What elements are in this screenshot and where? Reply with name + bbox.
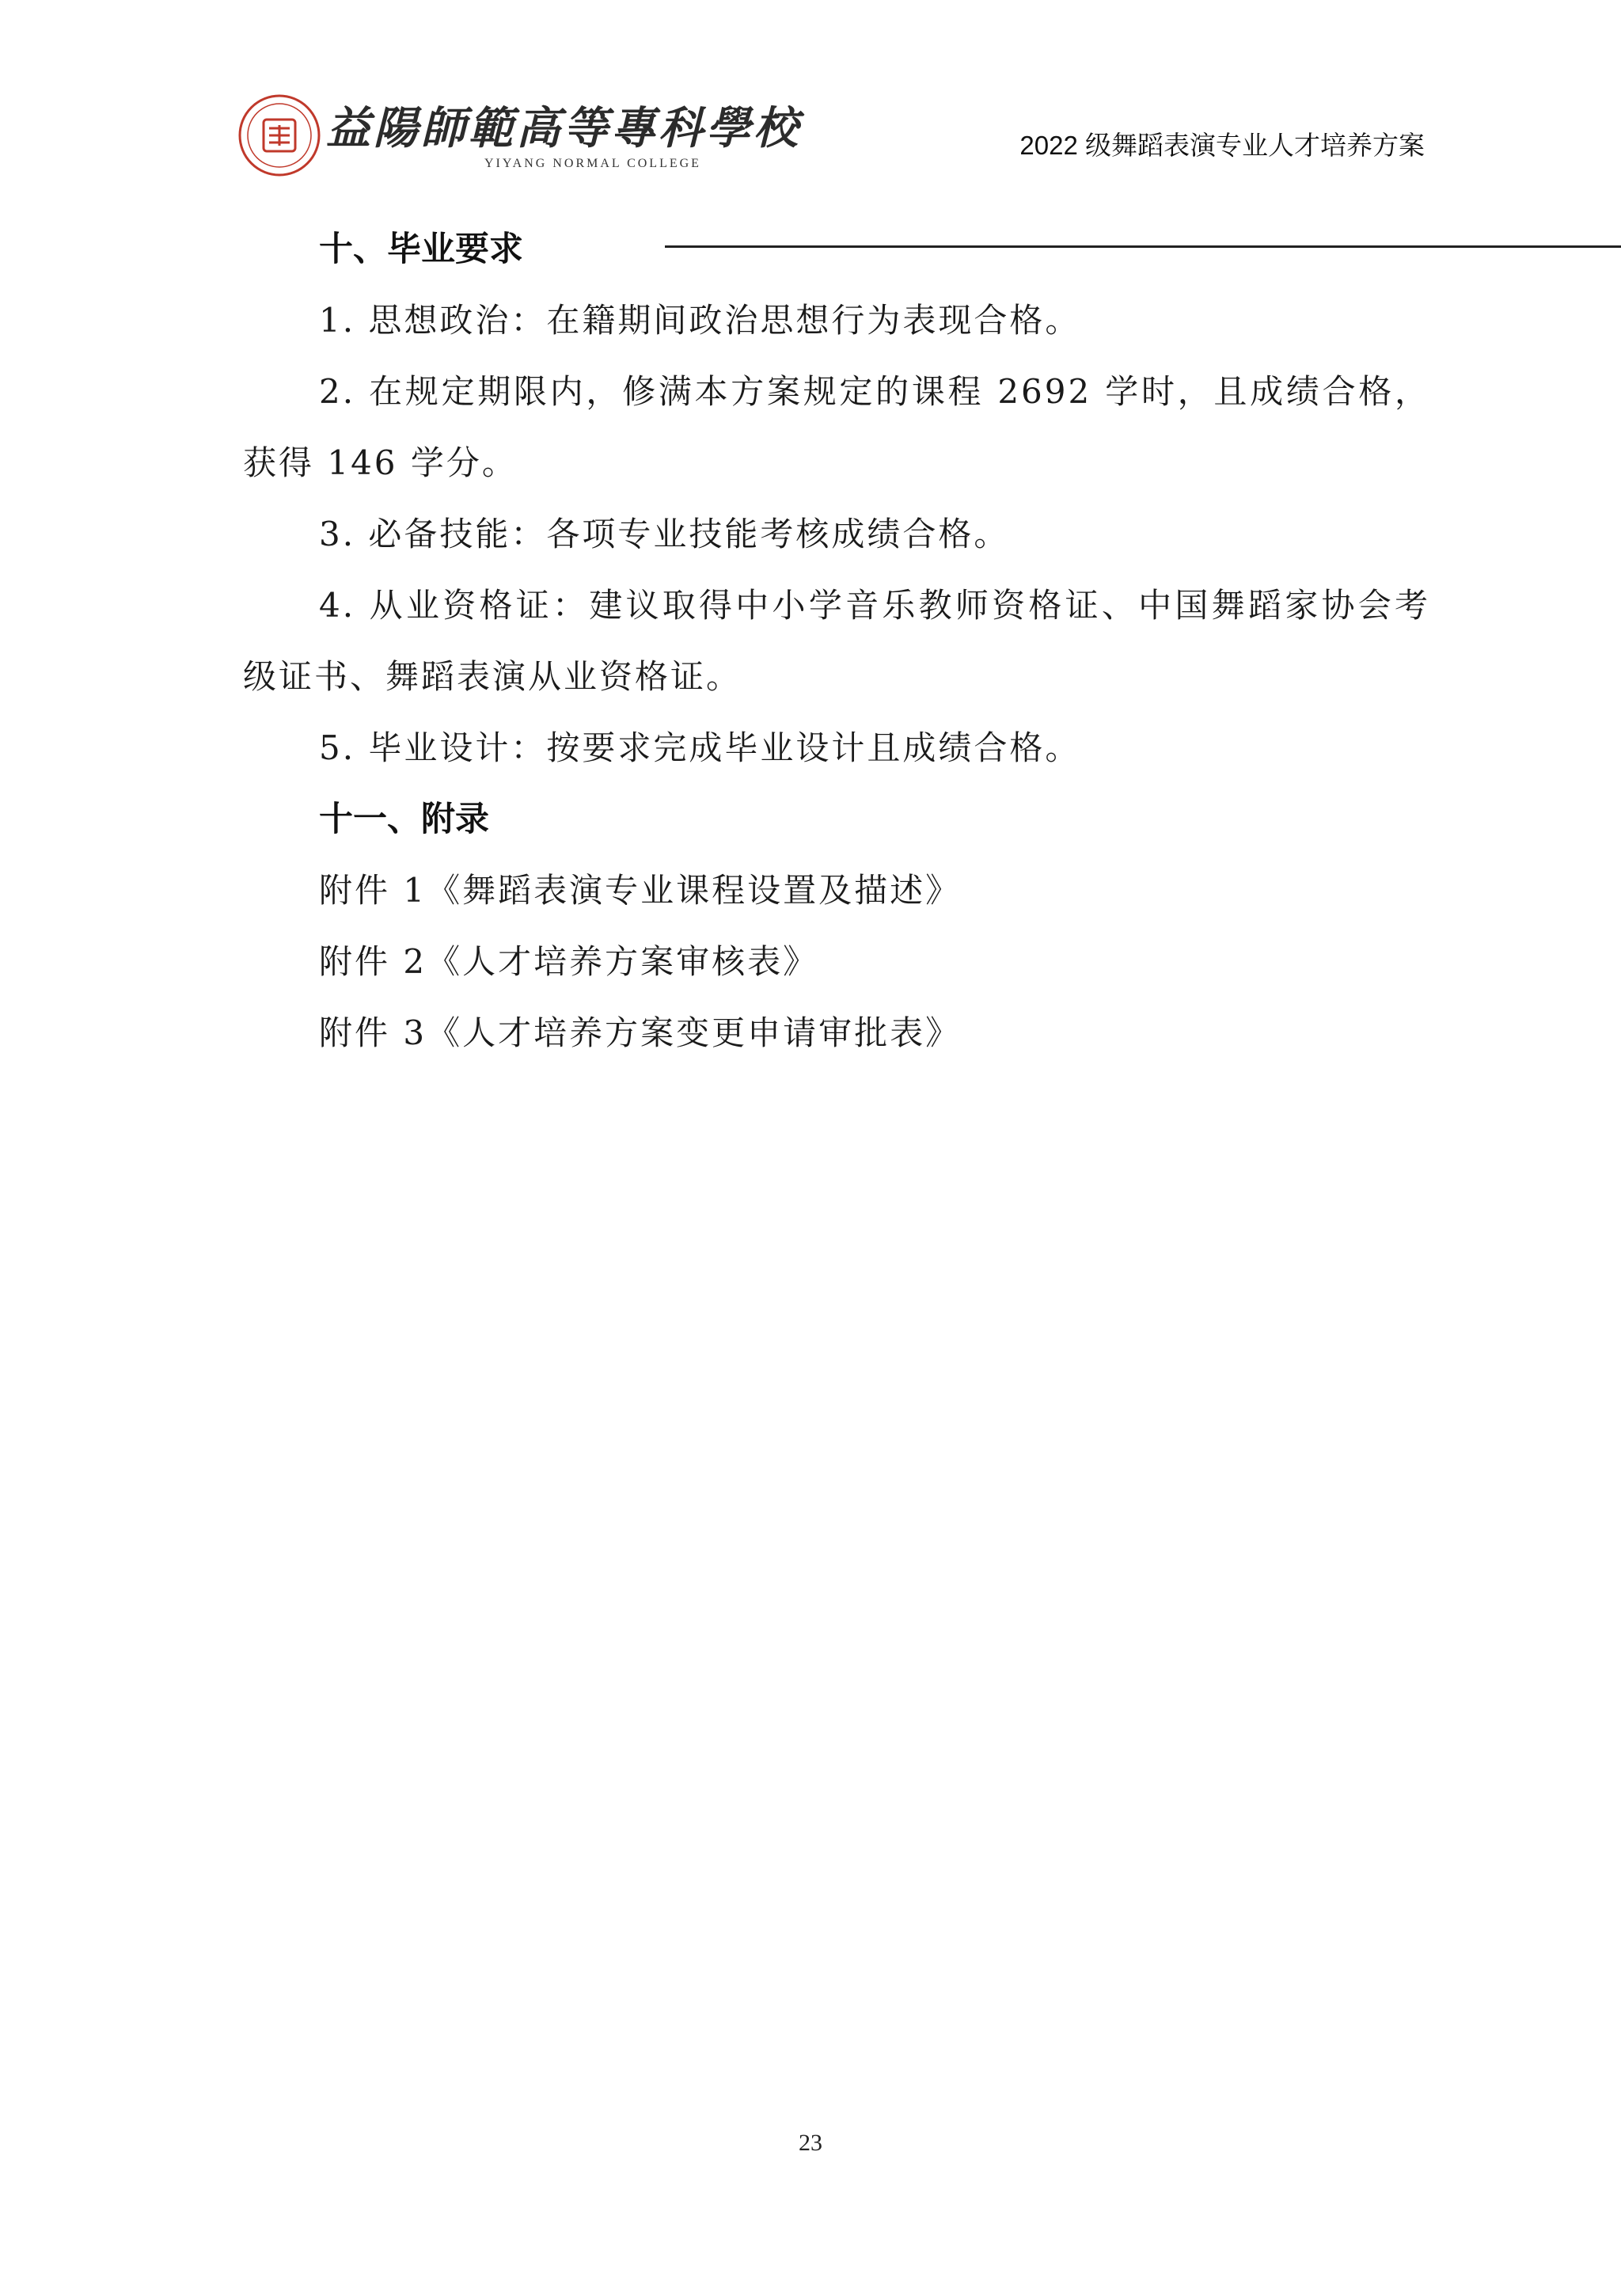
document-title: 2022 级舞蹈表演专业人才培养方案 [1019,131,1425,160]
appendix-item: 附件 2《人才培养方案审核表》 [319,942,819,981]
document-body [243,214,1430,1069]
college-wordmark-logo [326,103,896,176]
section-heading: 十一、附录 [319,800,489,839]
requirement-item: 1. 思想政治：在籍期间政治思想行为表现合格。 [319,301,1081,340]
requirement-item: 2. 在规定期限内，修满本方案规定的课程 2692 学时，且成绩合格，获得 146 学分。 [243,372,1430,482]
appendix-item: 附件 3《人才培养方案变更申请审批表》 [319,1013,962,1052]
college-seal-logo [237,93,321,177]
requirement-item: 4. 从业资格证：建议取得中小学音乐教师资格证、中国舞蹈家协会考级证书、舞蹈表演从业资格证。 [243,586,1430,696]
section-heading: 十、毕业要求 [319,230,523,269]
requirement-item: 5. 毕业设计：按要求完成毕业设计且成绩合格。 [319,728,1081,767]
appendix-section [243,784,1430,1069]
requirement-item: 3. 必备技能：各项专业技能考核成绩合格。 [319,515,1010,553]
page-number: 23 [799,2130,822,2156]
college-name-calligraphy: 益陽師範高等專科學校 [326,102,801,154]
page-header [237,87,1425,174]
college-name-english: YIYANG NORMAL COLLEGE [484,157,701,170]
graduation-requirements-section [243,214,1430,784]
appendix-item: 附件 1《舞蹈表演专业课程设置及描述》 [319,871,962,910]
